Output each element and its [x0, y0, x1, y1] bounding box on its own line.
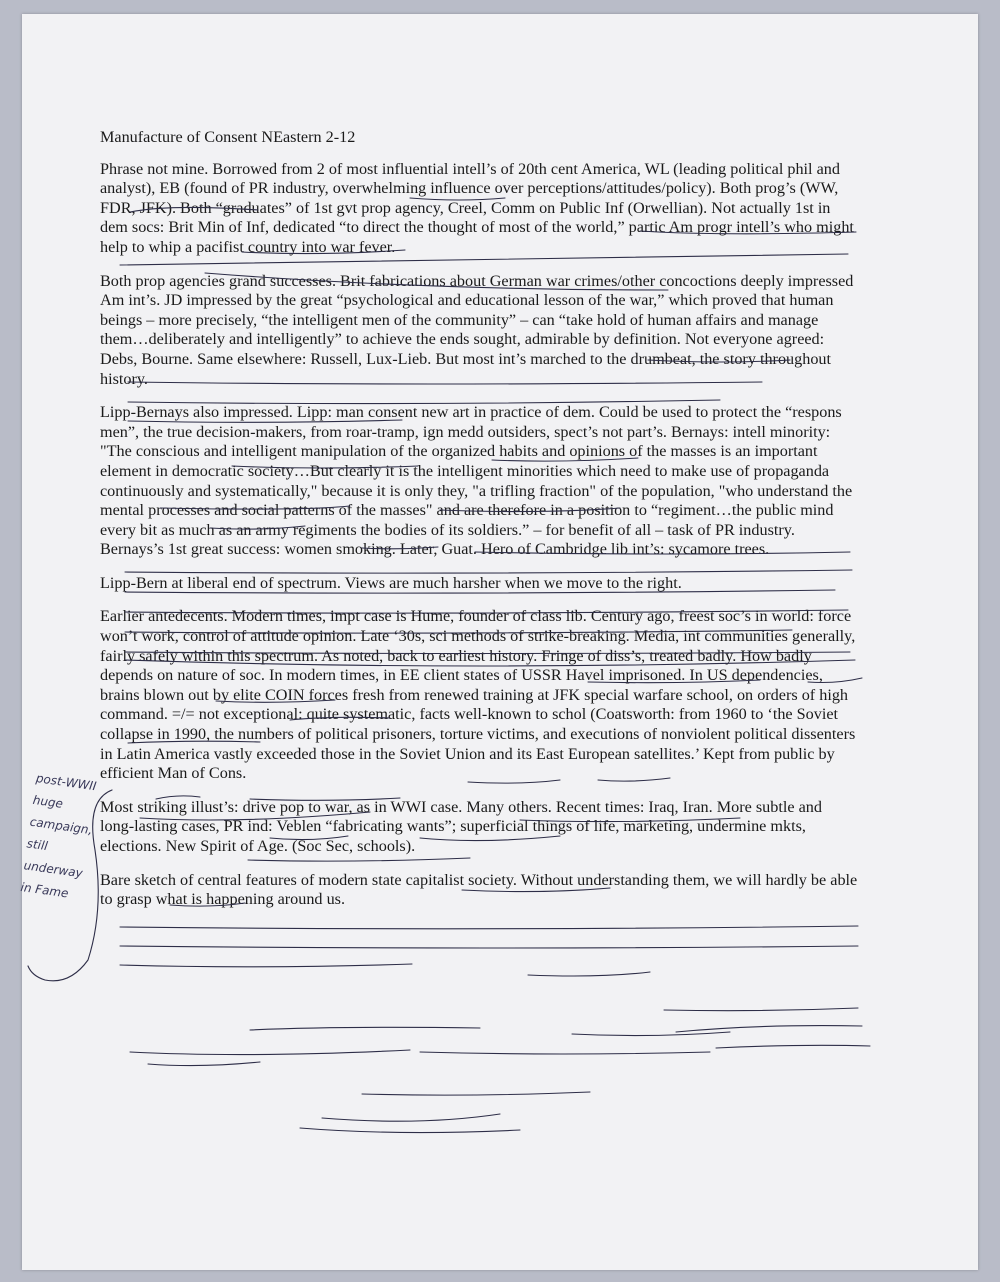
typed-notes — [100, 128, 860, 924]
margin-note-line: post-WWII — [35, 771, 98, 794]
margin-note-line: in Fame — [19, 879, 70, 901]
paragraph-6: Most striking illust’s: drive pop to war, as in WWI case. Many others. Recent times: Iraq, Iran. More subtle and long-lasting cases, PR ind: Veblen “fabricating wants”; superficial things of life, marketing, undermine mkts, elections. New Spirit of Age. (Soc Sec, schools). — [100, 797, 822, 855]
paragraph-3: Lipp-Bernays also impressed. Lipp: man consent new art in practice of dem. Could be used to protect the “respons men”, the true decision-makers, from roar-tramp, ign medd outsiders, spect’s not part’s. Bernays: intell minority: "The conscious and intelligent manipulation of the organized habits and opinions of the masses is an important element in democratic society…But clearly it is the intelligent minorities which need to make use of propaganda continuously and systematically," because it is only they, "a trifling fraction" of the population, "who understand the mental processes and social patterns of the masses" and are therefore in a position to “regiment…the public mind every bit as much as an army regiments the bodies of its soldiers.” – for benefit of all – task of PR industry. Bernays’s 1st great success: women smoking. Later, Guat. Hero of Cambridge lib int’s: sycamore trees. — [100, 403, 853, 559]
paragraph-2: Both prop agencies grand successes. Brit fabrications about German war crimes/other concoctions deeply impressed Am int’s. JD impressed by the great “psychological and educational lesson of the war,” which proved that human beings – more precisely, “the intelligent men of the community” – can “take hold of human affairs and manage them…deliberately and intelligently” to achieve the ends sought, admirable by definition. Not everyone agreed: Debs, Bourne. Same elsewhere: Russell, Lux-Lieb. But most int’s marched to the drumbeat, the story throughout history. — [100, 271, 854, 388]
margin-note-line: campaign, — [28, 814, 94, 838]
margin-note-line: still — [25, 836, 49, 854]
paragraph-7: Bare sketch of central features of modern state capitalist society. Without understanding them, we will hardly be able to grasp what is happening around us. — [100, 870, 858, 909]
paragraph-4: Lipp-Bern at liberal end of spectrum. Views are much harsher when we move to the right. — [100, 573, 682, 592]
document-title: Manufacture of Consent NEastern 2-12 — [100, 128, 356, 146]
paragraph-1: Phrase not mine. Borrowed from 2 of most influential intell’s of 20th cent America, WL (leading political phil and analyst), EB (found of PR industry, overwhelming influence over perceptions/attitudes/policy). Both prog’s (WW, FDR, JFK). Both “graduates” of 1st gvt prop agency, Creel, Comm on Public Inf (Orwellian). Not actually 1st in dem socs: Brit Min of Inf, dedicated “to direct the thought of most of the world,” partic Am progr intell’s who might help to whip a pacifist country into war fever. — [100, 159, 854, 256]
margin-note-line: underway — [22, 858, 84, 881]
paragraph-5: Earlier antedecents. Modern times, impt case is Hume, founder of class lib. Century ago, freest soc’s in world: force won’t work, control of attitude opinion. Late ‘30s, sci methods of strike-breaking. Media, int communities generally, fairly safely within this spectrum. As noted, back to earliest history. Fringe of diss’s, treated badly. How badly depends on nature of soc. In modern times, in EE client states of USSR Havel imprisoned. In US dependencies, brains blown out by elite COIN forces fresh from renewed training at JFK special warfare school, on orders of high command. =/= not exceptional: quite systematic, facts well-known to schol (Coatsworth: from 1960 to ‘the Soviet collapse in 1990, the numbers of political prisoners, torture victims, and executions of nonviolent political dissenters in Latin America vastly exceeded those in the Soviet Union and its East European satellites.’ Kept from public by efficient Man of Cons. — [100, 607, 856, 783]
margin-note-line: huge — [32, 792, 64, 811]
